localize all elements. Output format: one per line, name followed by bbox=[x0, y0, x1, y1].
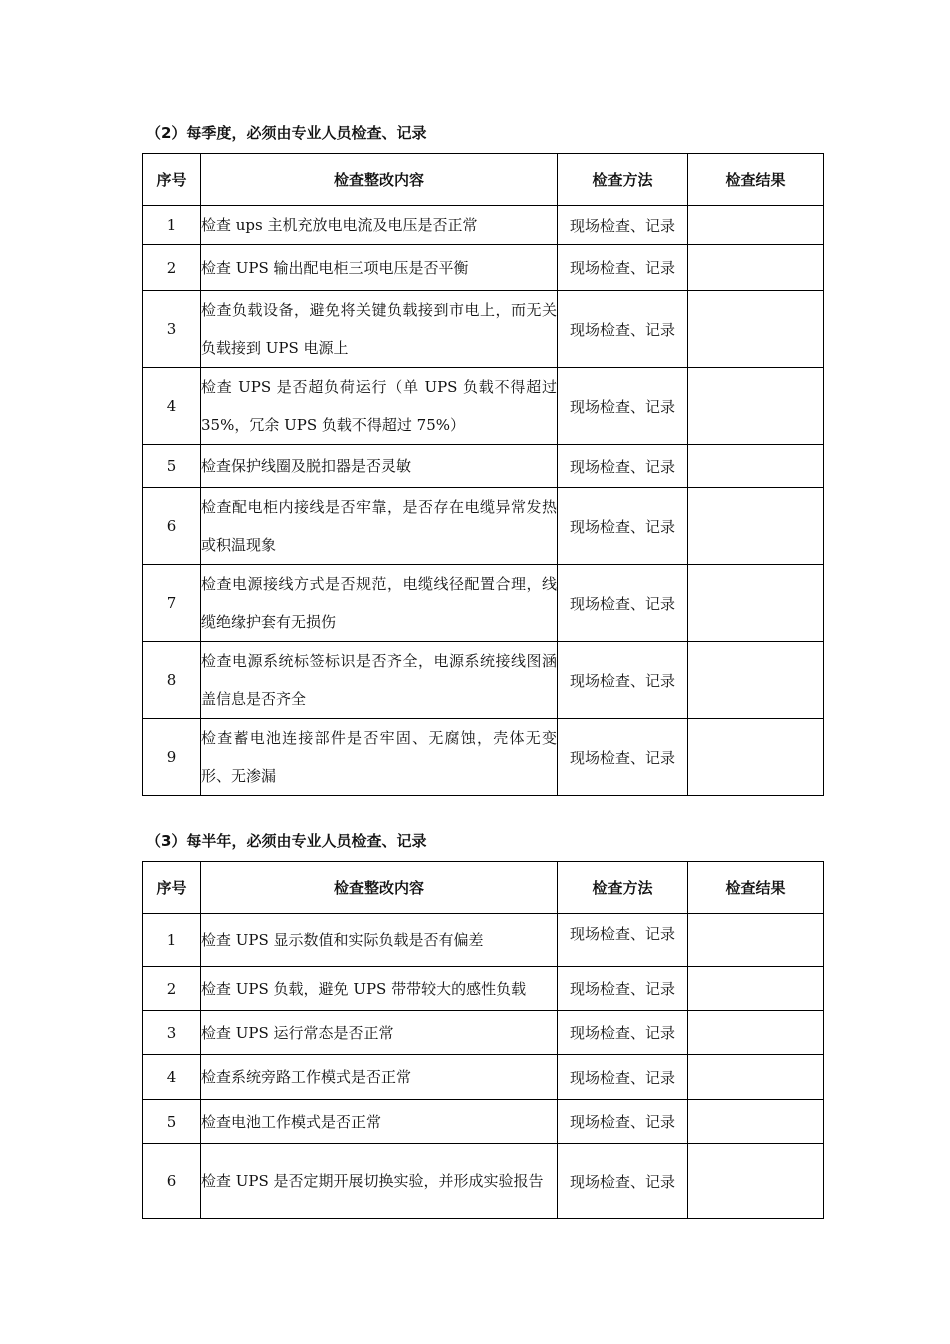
header-method: 检查方法 bbox=[558, 862, 688, 914]
table-row bbox=[143, 1011, 824, 1055]
table-row bbox=[143, 1144, 824, 1219]
row-method: 现场检查、记录 bbox=[558, 719, 688, 796]
row-content: 检查蓄电池连接部件是否牢固、无腐蚀，壳体无变形、无渗漏 bbox=[201, 719, 558, 796]
row-content: 检查配电柜内接线是否牢靠，是否存在电缆异常发热或积温现象 bbox=[201, 488, 558, 565]
row-no: 4 bbox=[143, 368, 201, 445]
row-method: 现场检查、记录 bbox=[558, 1100, 688, 1144]
table-row bbox=[143, 1100, 824, 1144]
table-row bbox=[143, 914, 824, 967]
row-content: 检查电池工作模式是否正常 bbox=[201, 1100, 558, 1144]
row-no: 4 bbox=[143, 1055, 201, 1100]
row-result[interactable] bbox=[688, 245, 824, 291]
row-content: 检查 UPS 是否定期开展切换实验，并形成实验报告 bbox=[201, 1144, 558, 1219]
row-no: 1 bbox=[143, 206, 201, 245]
row-content: 检查负载设备，避免将关键负载接到市电上，而无关负载接到 UPS 电源上 bbox=[201, 291, 558, 368]
table-row bbox=[143, 719, 824, 796]
row-no: 2 bbox=[143, 245, 201, 291]
row-no: 7 bbox=[143, 565, 201, 642]
table-row bbox=[143, 368, 824, 445]
row-no: 5 bbox=[143, 445, 201, 488]
table-row bbox=[143, 245, 824, 291]
row-content: 检查系统旁路工作模式是否正常 bbox=[201, 1055, 558, 1100]
row-no: 6 bbox=[143, 488, 201, 565]
table-row bbox=[143, 565, 824, 642]
header-result: 检查结果 bbox=[688, 154, 824, 206]
row-no: 3 bbox=[143, 1011, 201, 1055]
row-result[interactable] bbox=[688, 1055, 824, 1100]
row-method: 现场检查、记录 bbox=[558, 488, 688, 565]
table-row bbox=[143, 291, 824, 368]
table-header-row bbox=[143, 862, 824, 914]
row-result[interactable] bbox=[688, 914, 824, 967]
row-result[interactable] bbox=[688, 368, 824, 445]
row-method: 现场检查、记录 bbox=[558, 291, 688, 368]
row-method: 现场检查、记录 bbox=[558, 1144, 688, 1219]
row-method: 现场检查、记录 bbox=[558, 642, 688, 719]
row-content: 检查 UPS 显示数值和实际负载是否有偏差 bbox=[201, 914, 558, 967]
row-method: 现场检查、记录 bbox=[558, 1011, 688, 1055]
section-title-semiannual: （3）每半年，必须由专业人员检查、记录 bbox=[146, 832, 427, 850]
row-result[interactable] bbox=[688, 206, 824, 245]
header-result: 检查结果 bbox=[688, 862, 824, 914]
row-no: 8 bbox=[143, 642, 201, 719]
row-no: 3 bbox=[143, 291, 201, 368]
row-method: 现场检查、记录 bbox=[558, 565, 688, 642]
row-method: 现场检查、记录 bbox=[558, 245, 688, 291]
row-no: 5 bbox=[143, 1100, 201, 1144]
row-result[interactable] bbox=[688, 565, 824, 642]
row-result[interactable] bbox=[688, 1011, 824, 1055]
section-title-quarterly: （2）每季度，必须由专业人员检查、记录 bbox=[146, 124, 427, 142]
row-result[interactable] bbox=[688, 642, 824, 719]
row-no: 1 bbox=[143, 914, 201, 967]
row-method: 现场检查、记录 bbox=[558, 206, 688, 245]
row-result[interactable] bbox=[688, 291, 824, 368]
semiannual-inspection-table bbox=[142, 861, 824, 1219]
row-result[interactable] bbox=[688, 1100, 824, 1144]
row-method: 现场检查、记录 bbox=[558, 368, 688, 445]
row-content: 检查 UPS 运行常态是否正常 bbox=[201, 1011, 558, 1055]
table-row bbox=[143, 445, 824, 488]
row-method: 现场检查、记录 bbox=[558, 967, 688, 1011]
row-method: 现场检查、记录 bbox=[558, 1055, 688, 1100]
row-content: 检查 UPS 是否超负荷运行（单 UPS 负载不得超过 35%，冗余 UPS 负载不得超过 75%） bbox=[201, 368, 558, 445]
header-content: 检查整改内容 bbox=[201, 862, 558, 914]
row-method: 现场检查、记录 bbox=[558, 445, 688, 488]
row-no: 2 bbox=[143, 967, 201, 1011]
table-row bbox=[143, 488, 824, 565]
quarterly-inspection-table bbox=[142, 153, 824, 796]
table-row bbox=[143, 967, 824, 1011]
row-content: 检查 ups 主机充放电电流及电压是否正常 bbox=[201, 206, 558, 245]
row-content: 检查 UPS 负载，避免 UPS 带带较大的感性负载 bbox=[201, 967, 558, 1011]
row-content: 检查 UPS 输出配电柜三项电压是否平衡 bbox=[201, 245, 558, 291]
table-row bbox=[143, 642, 824, 719]
row-result[interactable] bbox=[688, 719, 824, 796]
row-content: 检查保护线圈及脱扣器是否灵敏 bbox=[201, 445, 558, 488]
header-content: 检查整改内容 bbox=[201, 154, 558, 206]
row-method: 现场检查、记录 bbox=[558, 914, 688, 967]
row-content: 检查电源接线方式是否规范，电缆线径配置合理，线缆绝缘护套有无损伤 bbox=[201, 565, 558, 642]
table-header-row bbox=[143, 154, 824, 206]
row-content: 检查电源系统标签标识是否齐全，电源系统接线图涵盖信息是否齐全 bbox=[201, 642, 558, 719]
row-result[interactable] bbox=[688, 1144, 824, 1219]
table-row bbox=[143, 206, 824, 245]
table-row bbox=[143, 1055, 824, 1100]
row-result[interactable] bbox=[688, 445, 824, 488]
header-no: 序号 bbox=[143, 154, 201, 206]
row-result[interactable] bbox=[688, 488, 824, 565]
header-method: 检查方法 bbox=[558, 154, 688, 206]
row-result[interactable] bbox=[688, 967, 824, 1011]
row-no: 6 bbox=[143, 1144, 201, 1219]
row-no: 9 bbox=[143, 719, 201, 796]
header-no: 序号 bbox=[143, 862, 201, 914]
